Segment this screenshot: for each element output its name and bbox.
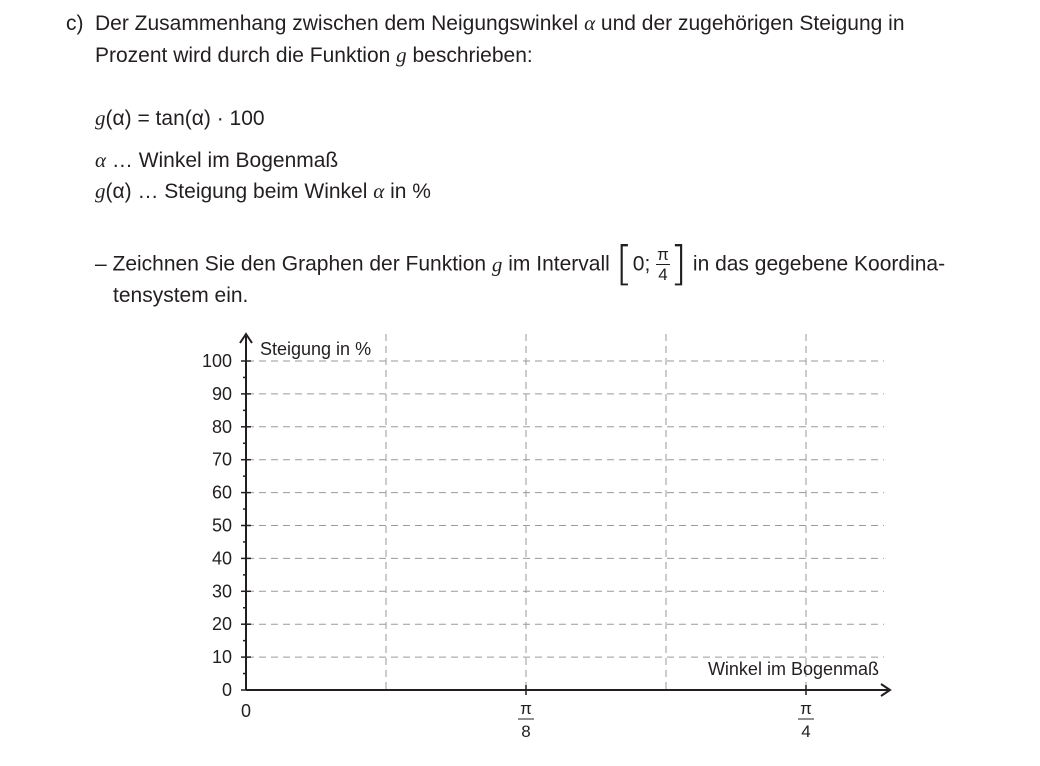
interval-denominator: 4 — [658, 264, 668, 284]
def2-symbol: g — [95, 179, 106, 203]
def2-end: in % — [384, 180, 431, 203]
y-tick-label: 40 — [211, 548, 232, 569]
intro-line1-pre: Der Zusammenhang zwischen dem Neigungswinkel — [95, 12, 585, 35]
instruction-post: in das gegebene Koordina- — [687, 252, 946, 276]
instruction-line-2: tensystem ein. — [113, 284, 249, 307]
x-tick-denominator: 8 — [521, 722, 531, 741]
def2-rest: (α) … Steigung beim Winkel — [105, 180, 374, 203]
y-tick-label: 20 — [211, 614, 232, 635]
y-tick-label: 30 — [211, 581, 232, 602]
y-tick-label: 70 — [211, 449, 232, 470]
y-tick-label: 90 — [211, 383, 232, 404]
y-tick-label: 10 — [211, 647, 232, 668]
y-tick-label: 60 — [211, 482, 232, 503]
y-tick-label: 50 — [211, 515, 232, 536]
y-axis-label: Steigung in % — [260, 339, 372, 359]
x-axis-label: Winkel im Bogenmaß — [707, 659, 879, 679]
y-tick-label: 0 — [221, 680, 232, 700]
intro-line1-post: und der zugehörigen Steigung in — [595, 12, 905, 35]
interval-open-bracket: [ — [615, 237, 633, 292]
intro-line2-pre: Prozent wird durch die Funktion — [95, 44, 397, 67]
x-tick-numerator: π — [800, 699, 812, 718]
interval-zero: 0; — [632, 252, 657, 276]
instruction-g: g — [491, 252, 503, 277]
instruction-mid: im Intervall — [502, 252, 616, 276]
def2-alpha: α — [373, 179, 385, 203]
alpha-symbol: α — [584, 11, 596, 35]
def1-symbol: α — [95, 148, 107, 172]
interval-numerator: π — [657, 244, 669, 264]
horizontal-gridlines — [247, 361, 884, 657]
y-tick-label: 80 — [211, 416, 232, 437]
x-tick-numerator: π — [520, 699, 532, 718]
axes — [240, 334, 890, 696]
intro-line2-post: beschrieben: — [406, 44, 533, 67]
g-symbol: g — [396, 43, 407, 67]
x-axis-ticks — [241, 685, 814, 741]
def1-text: … Winkel im Bogenmaß — [106, 149, 339, 172]
instruction-pre: – Zeichnen Sie den Graphen der Funktion — [95, 252, 492, 276]
formula-rest: (α) = tan(α) · 100 — [105, 107, 265, 130]
formula-g: g — [95, 106, 106, 130]
task-label: c) — [66, 12, 84, 35]
interval-close-bracket: ] — [669, 237, 688, 292]
x-tick-denominator: 4 — [801, 722, 811, 741]
y-tick-label: 100 — [201, 351, 232, 371]
vertical-gridlines — [386, 334, 806, 689]
y-axis-ticks — [202, 351, 251, 700]
x-tick-label: 0 — [240, 701, 252, 721]
